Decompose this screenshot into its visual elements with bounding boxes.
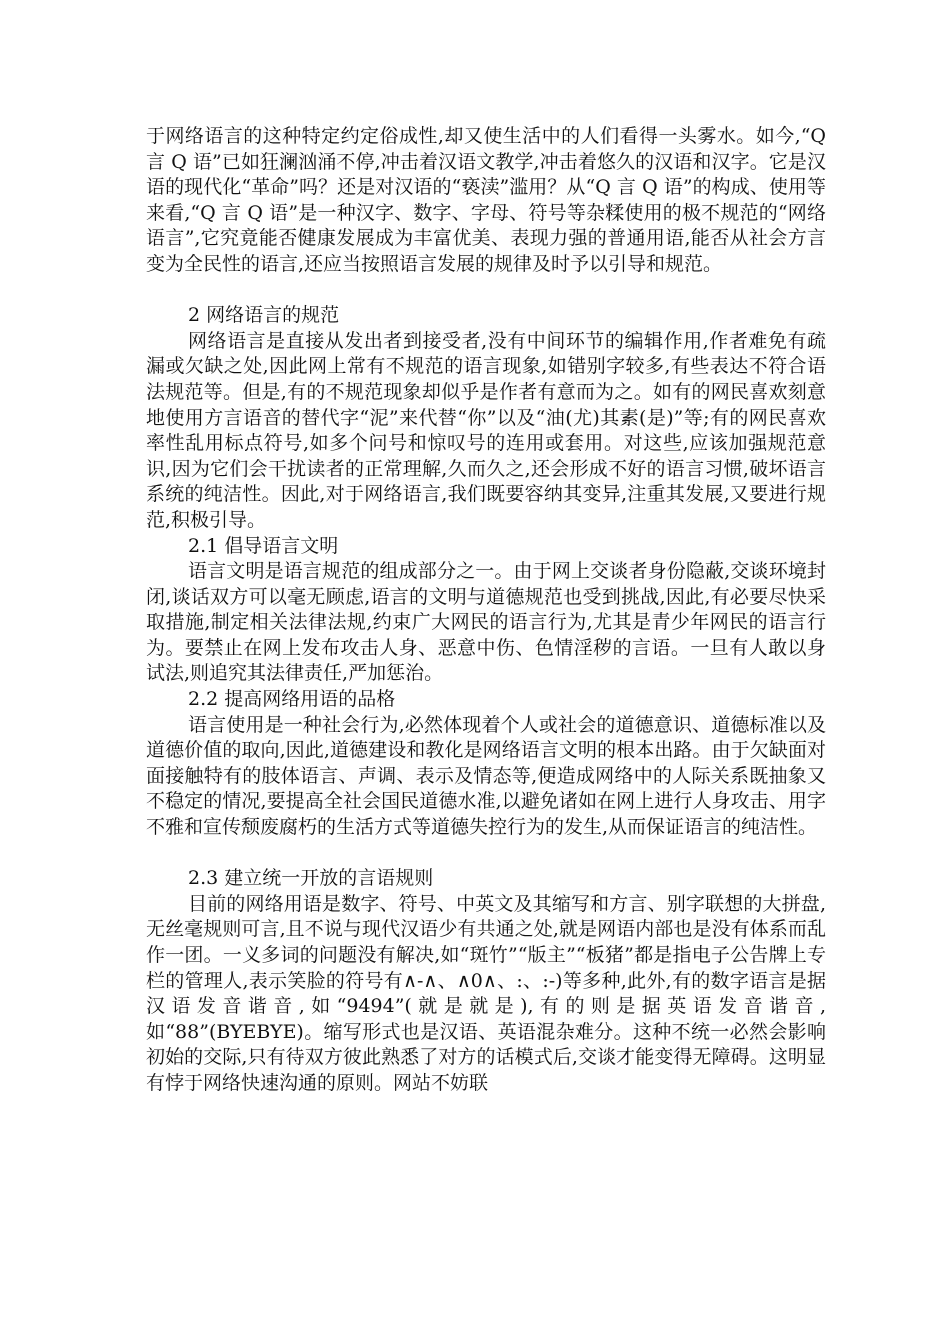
body-paragraph: 于网络语言的这种特定约定俗成性,却又使生活中的人们看得一头雾水。如今,“Q 言 Q 语”已如狂澜汹涌不停,冲击着汉语文教学,冲击着悠久的汉语和汉字。它是汉语的现代化“革命”吗？还是对汉语的“亵渎”滥用？从“Q 言 Q 语”的构成、使用等来看,“Q 言 Q 语”是一种汉字、数字、字母、符号等杂糅使用的极不规范的“网络语言”,它究竟能否健康发展成为丰富优美、表现力强的普通用语,能否从社会方言变为全民性的语言,还应当按照语言发展的规律及时予以引导和规范。 bbox=[146, 125, 826, 275]
body-paragraph: 网络语言是直接从发出者到接受者,没有中间环节的编辑作用,作者难免有疏漏或欠缺之处,因此网上常有不规范的语言现象,如错别字较多,有些表达不符合语法规范等。但是,有的不规范现象却似乎是作者有意而为之。如有的网民喜欢刻意地使用方言语音的替代字“泥”来代替“你”以及“油(尤)其素(是)”等;有的网民喜欢率性乱用标点符号,如多个问号和惊叹号的连用或套用。对这些,应该加强规范意识,因为它们会干扰读者的正常理解,久而久之,还会形成不好的语言习惯,破坏语言系统的纯洁性。因此,对于网络语言,我们既要容纳其变异,注重其发展,又要进行规范,积极引导。 bbox=[146, 329, 826, 531]
paragraph-spacer bbox=[146, 841, 826, 867]
section-heading: 2.3 建立统一开放的言语规则 bbox=[188, 867, 434, 890]
body-paragraph: 语言使用是一种社会行为,必然体现着个人或社会的道德意识、道德标准以及道德价值的取向,因此,道德建设和教化是网络语言文明的根本出路。由于欠缺面对面接触特有的肢体语言、声调、表示及情态等,便造成网络中的人际关系既抽象又不稳定的情况,要提高全社会国民道德水准,以避免诸如在网上进行人身攻击、用字不雅和宣传颓废腐朽的生活方式等道德失控行为的发生,从而保证语言的纯洁性。 bbox=[146, 713, 826, 839]
body-paragraph: 语言文明是语言规范的组成部分之一。由于网上交谈者身份隐蔽,交谈环境封闭,谈话双方可以毫无顾虑,语言的文明与道德规范也受到挑战,因此,有必要尽快采取措施,制定相关法律法规,约束广大网民的语言行为,尤其是青少年网民的语言行为。要禁止在网上发布攻击人身、恶意中伤、色情淫秽的言语。一旦有人敢以身试法,则追究其法律责任,严加惩治。 bbox=[146, 560, 826, 685]
section-heading: 2.1 倡导语言文明 bbox=[188, 534, 339, 557]
section-heading: 2.2 提高网络用语的品格 bbox=[188, 688, 396, 711]
paragraph-spacer bbox=[146, 278, 826, 304]
section-heading: 2 网络语言的规范 bbox=[188, 304, 340, 327]
body-paragraph: 目前的网络用语是数字、符号、中英文及其缩写和方言、别字联想的大拼盘,无丝毫规则可言,且不说与现代汉语少有共通之处,就是网语内部也是没有体系而乱作一团。一义多词的问题没有解决,如“斑竹”“版主”“板猪”都是指电子公告牌上专栏的管理人,表示笑脸的符号有∧-∧、∧0∧、:、:-)等多种,此外,有的数字语言是据汉语发音谐音,如“9494”(就是就是),有的则是据英语发音谐音,如“88”(BYEBYE)。缩写形式也是汉语、英语混杂难分。这种不统一必然会影响初始的交际,只有待双方彼此熟悉了对方的话模式后,交谈才能变得无障碍。这明显有悖于网络快速沟通的原则。网站不妨联 bbox=[146, 892, 826, 1094]
document-page bbox=[146, 124, 826, 1097]
